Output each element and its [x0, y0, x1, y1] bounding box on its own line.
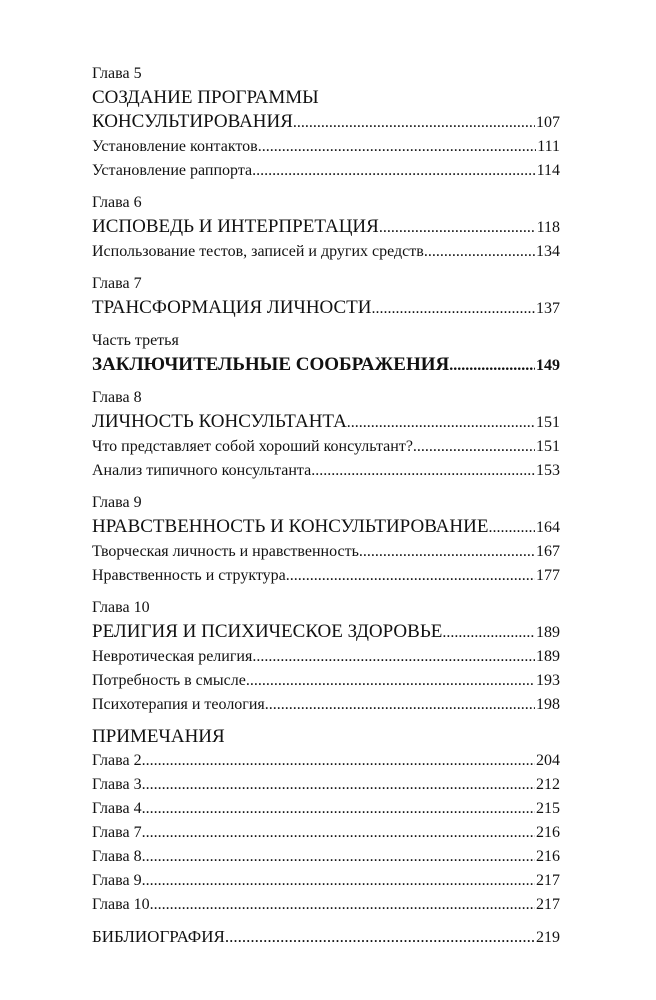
chapter-title: КОНСУЛЬТИРОВАНИЯ — [92, 111, 293, 132]
toc-entry[interactable] — [92, 645, 560, 669]
chapter-title: РЕЛИГИЯ И ПСИХИЧЕСКОЕ ЗДОРОВЬЕ — [92, 621, 443, 642]
toc-entry[interactable] — [92, 845, 560, 869]
notes-item: Глава 9 — [92, 872, 142, 889]
page-number: 151 — [536, 414, 560, 431]
toc-entry[interactable] — [92, 797, 560, 821]
toc-entry[interactable] — [92, 110, 560, 135]
dot-leader — [265, 693, 535, 717]
page-number: 216 — [536, 824, 560, 841]
toc-entry[interactable] — [92, 893, 560, 917]
section-title: Психотерапия и теология — [92, 696, 265, 713]
page-number: 177 — [536, 567, 560, 584]
toc-entry[interactable] — [92, 353, 560, 378]
dot-leader — [142, 749, 535, 773]
notes-title: ПРИМЕЧАНИЯ — [92, 726, 225, 747]
chapter-title: НРАВСТВЕННОСТЬ И КОНСУЛЬТИРОВАНИЕ — [92, 516, 489, 537]
page-number: 164 — [536, 519, 560, 536]
page-number: 216 — [536, 848, 560, 865]
dot-leader — [311, 459, 535, 483]
page-number: 137 — [536, 300, 560, 317]
dot-leader — [442, 620, 535, 645]
dot-leader — [359, 540, 535, 564]
chapter-title-line: СОЗДАНИЕ ПРОГРАММЫ — [92, 87, 319, 108]
toc-entry[interactable] — [92, 749, 560, 773]
chapter-label: Глава 8 — [92, 389, 142, 406]
toc-entry[interactable] — [92, 435, 560, 459]
dot-leader — [252, 159, 535, 183]
page-number: 217 — [536, 872, 560, 889]
dot-leader — [142, 845, 535, 869]
page-number: 167 — [536, 543, 560, 560]
toc-entry[interactable] — [92, 620, 560, 645]
part-title: ЗАКЛЮЧИТЕЛЬНЫЕ СООБРАЖЕНИЯ — [92, 354, 450, 375]
page-number: 151 — [536, 438, 560, 455]
section-title: Нравственность и структура — [92, 567, 286, 584]
bibliography-title: БИБЛИОГРАФИЯ — [92, 927, 225, 946]
toc-entry[interactable] — [92, 540, 560, 564]
notes-item: Глава 2 — [92, 752, 142, 769]
chapter-title: ТРАНСФОРМАЦИЯ ЛИЧНОСТИ — [92, 297, 372, 318]
toc-entry[interactable] — [92, 240, 560, 264]
dot-leader — [449, 353, 535, 378]
page-number: 118 — [536, 219, 560, 236]
dot-leader — [379, 215, 536, 240]
page-number: 193 — [536, 672, 560, 689]
section-title: Анализ типичного консультанта — [92, 462, 312, 479]
toc-entry[interactable] — [92, 410, 560, 435]
page-number: 111 — [537, 138, 560, 155]
chapter-label: Глава 7 — [92, 275, 142, 292]
toc-entry[interactable] — [92, 693, 560, 717]
page-number: 215 — [536, 800, 560, 817]
chapter-label: Глава 6 — [92, 194, 142, 211]
page-number: 217 — [536, 896, 560, 913]
toc-entry[interactable] — [92, 515, 560, 540]
dot-leader — [150, 893, 535, 917]
page-number: 204 — [536, 752, 560, 769]
toc-entry[interactable] — [92, 135, 560, 159]
dot-leader — [246, 669, 535, 693]
toc-entry[interactable] — [92, 821, 560, 845]
dot-leader — [372, 296, 536, 321]
chapter-label: Глава 9 — [92, 494, 142, 511]
section-title: Что представляет собой хороший консультант? — [92, 438, 413, 455]
section-title: Потребность в смысле — [92, 672, 246, 689]
notes-item: Глава 3 — [92, 776, 142, 793]
page-number: 219 — [536, 929, 560, 946]
toc-entry[interactable] — [92, 669, 560, 693]
notes-item: Глава 10 — [92, 896, 150, 913]
dot-leader — [142, 869, 535, 893]
section-title: Установление контактов — [92, 138, 258, 155]
section-title: Творческая личность и нравственность — [92, 543, 359, 560]
dot-leader — [225, 925, 535, 949]
page-number: 149 — [536, 357, 560, 374]
dot-leader — [293, 110, 535, 135]
table-of-contents — [92, 62, 560, 950]
dot-leader — [252, 645, 535, 669]
page-number: 189 — [536, 648, 560, 665]
page-number: 114 — [536, 162, 560, 179]
section-title: Невротическая религия — [92, 648, 253, 665]
dot-leader — [142, 773, 535, 797]
page-number: 212 — [536, 776, 560, 793]
section-title: Использование тестов, записей и других средств — [92, 243, 424, 260]
toc-entry[interactable] — [92, 296, 560, 321]
toc-entry[interactable] — [92, 215, 560, 240]
toc-entry[interactable] — [92, 925, 560, 950]
dot-leader — [347, 410, 535, 435]
chapter-title: ИСПОВЕДЬ И ИНТЕРПРЕТАЦИЯ — [92, 216, 379, 237]
dot-leader — [142, 821, 535, 845]
dot-leader — [424, 240, 535, 264]
dot-leader — [258, 135, 536, 159]
notes-item: Глава 8 — [92, 848, 142, 865]
toc-entry[interactable] — [92, 564, 560, 588]
toc-entry[interactable] — [92, 459, 560, 483]
chapter-label: Глава 5 — [92, 65, 142, 82]
dot-leader — [142, 797, 535, 821]
chapter-label: Глава 10 — [92, 599, 150, 616]
toc-entry[interactable] — [92, 773, 560, 797]
section-title: Установление раппорта — [92, 162, 253, 179]
toc-entry[interactable] — [92, 869, 560, 893]
page-number: 189 — [536, 624, 560, 641]
notes-item: Глава 4 — [92, 800, 142, 817]
page-number: 107 — [536, 114, 560, 131]
dot-leader — [488, 515, 535, 540]
notes-item: Глава 7 — [92, 824, 142, 841]
chapter-title: ЛИЧНОСТЬ КОНСУЛЬТАНТА — [92, 411, 347, 432]
part-label: Часть третья — [92, 332, 179, 349]
dot-leader — [413, 435, 535, 459]
page-number: 198 — [536, 696, 560, 713]
page-number: 153 — [536, 462, 560, 479]
dot-leader — [286, 564, 535, 588]
toc-entry[interactable] — [92, 159, 560, 183]
page-number: 134 — [536, 243, 560, 260]
